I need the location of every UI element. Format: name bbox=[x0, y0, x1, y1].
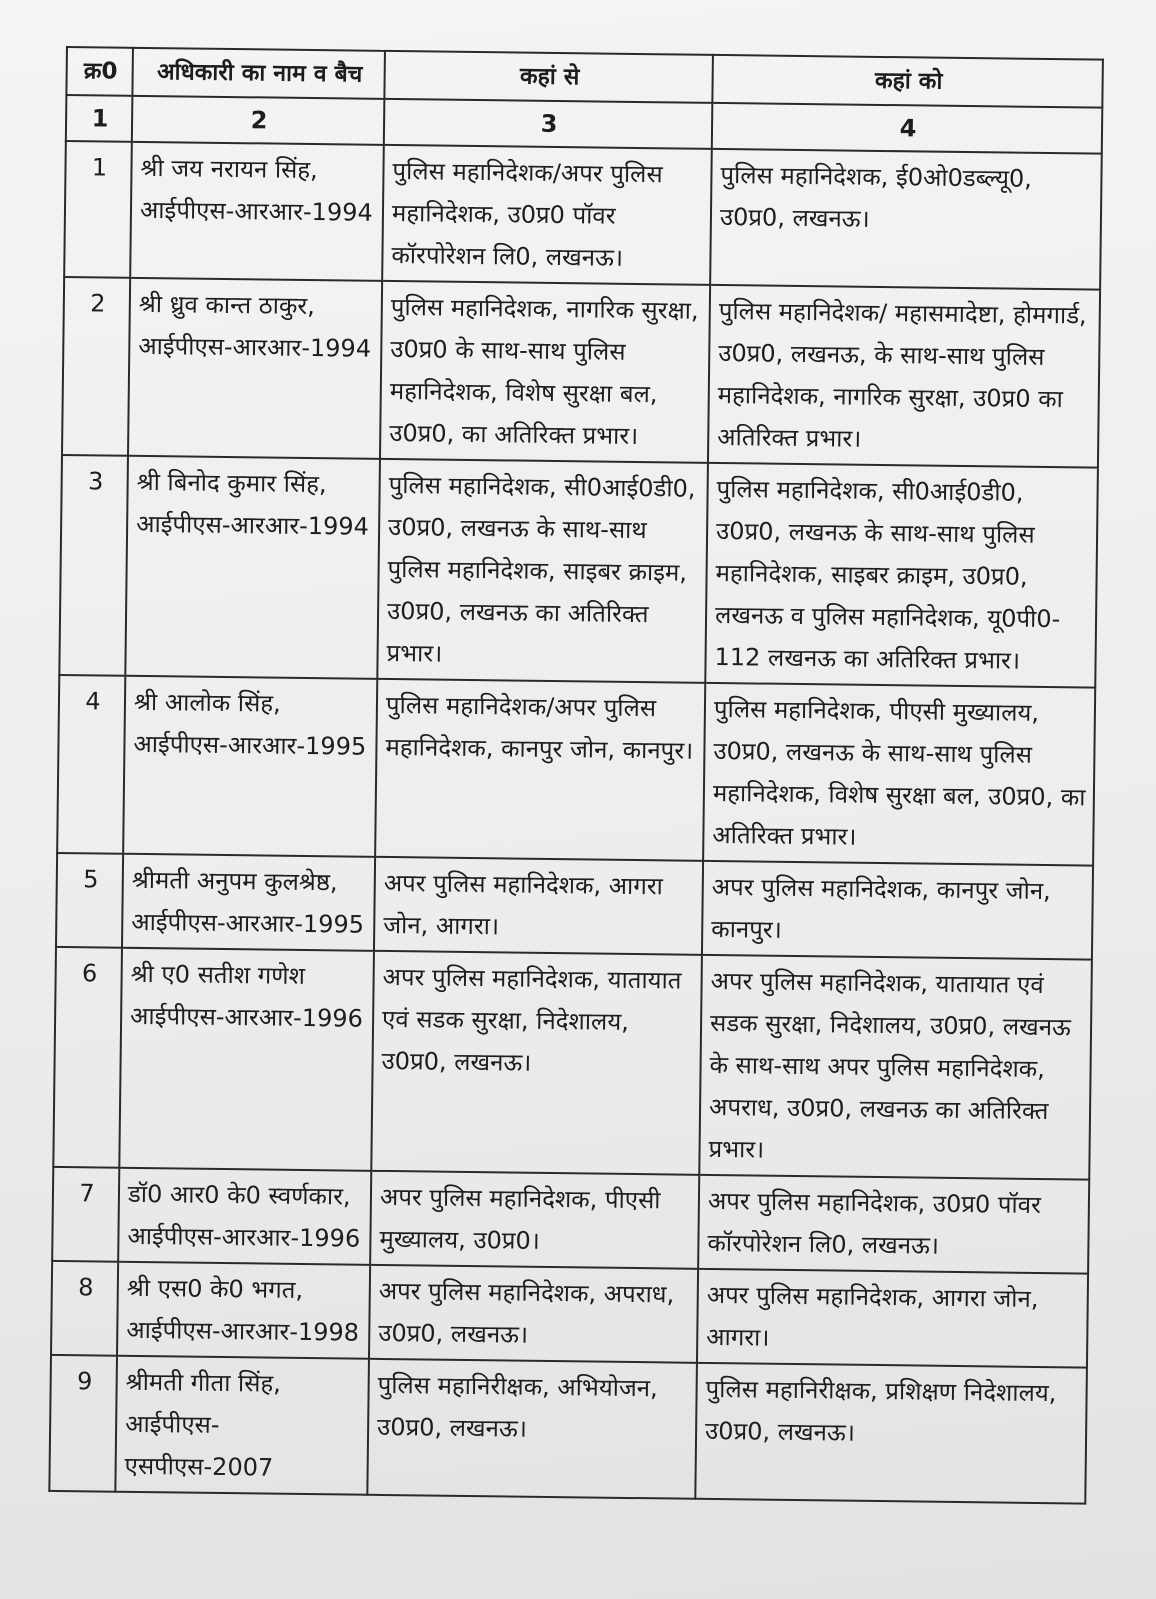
table-row bbox=[57, 675, 1095, 866]
officer-name: श्री आलोक सिंह, आईपीएस-आरआर-1995 bbox=[123, 676, 377, 857]
from-post: अपर पुलिस महानिदेशक, यातायात एवं सडक सुरक्षा, निदेशालय, उ0प्र0, लखनऊ। bbox=[371, 951, 702, 1175]
to-post: अपर पुलिस महानिदेशक, आगरा जोन, आगरा। bbox=[697, 1269, 1088, 1368]
serial-number: 7 bbox=[52, 1167, 119, 1262]
column-number: 2 bbox=[132, 96, 385, 145]
table-row bbox=[64, 141, 1102, 290]
officer-name: डॉ0 आर0 के0 स्वर्णकार, आईपीएस-आरआर-1996 bbox=[118, 1168, 371, 1265]
serial-number: 1 bbox=[64, 141, 132, 278]
table-row bbox=[59, 455, 1098, 688]
officer-name: श्रीमती अनुपम कुलश्रेष्ठ, आईपीएस-आरआर-1995 bbox=[122, 854, 375, 951]
table-row bbox=[56, 853, 1093, 960]
serial-number: 6 bbox=[53, 947, 122, 1168]
to-post: पुलिस महानिदेशक, सी0आई0डी0, उ0प्र0, लखनऊ के साथ-साथ पुलिस महानिदेशक, साइबर क्राइम, उ0प्र0, लखनऊ व पुलिस महानिदेशक, यू0पी0-112 लखनऊ का अतिरिक्त प्रभार। bbox=[705, 463, 1098, 688]
column-number: 4 bbox=[712, 103, 1103, 154]
officer-name: श्री ए0 सतीश गणेश आईपीएस-आरआर-1996 bbox=[119, 948, 374, 1171]
officer-name: श्री जय नरायन सिंह, आईपीएस-आरआर-1994 bbox=[130, 142, 384, 281]
column-number: 3 bbox=[384, 99, 713, 149]
header-officer-name-batch: अधिकारी का नाम व बैच bbox=[132, 48, 385, 99]
table-row bbox=[62, 277, 1100, 468]
serial-number: 2 bbox=[62, 277, 130, 456]
header-serial: क्र0 bbox=[66, 47, 133, 96]
to-post: अपर पुलिस महानिदेशक, उ0प्र0 पॉवर कॉरपोरेशन लि0, लखनऊ। bbox=[698, 1175, 1089, 1274]
serial-number: 9 bbox=[49, 1355, 117, 1492]
transfer-table bbox=[48, 46, 1104, 1505]
to-post: पुलिस महानिदेशक, ई0ओ0डब्ल्यू0, उ0प्र0, लखनऊ। bbox=[710, 149, 1102, 290]
table-row bbox=[51, 1261, 1088, 1368]
header-to: कहां को bbox=[712, 55, 1103, 108]
from-post: अपर पुलिस महानिदेशक, अपराध, उ0प्र0, लखनऊ। bbox=[369, 1265, 698, 1363]
to-post: अपर पुलिस महानिदेशक, यातायात एवं सडक सुरक्षा, निदेशालय, उ0प्र0, लखनऊ के साथ-साथ अपर पुलिस महानिदेशक, अपराध, उ0प्र0, लखनऊ का अतिरिक्त प्रभार। bbox=[699, 955, 1092, 1180]
to-post: पुलिस महानिदेशक, पीएसी मुख्यालय, उ0प्र0, लखनऊ के साथ-साथ पुलिस महानिदेशक, विशेष सुरक्षा बल, उ0प्र0, का अतिरिक्त प्रभार। bbox=[703, 683, 1095, 866]
officer-name: श्री ध्रुव कान्त ठाकुर, आईपीएस-आरआर-1994 bbox=[128, 278, 382, 459]
from-post: पुलिस महानिदेशक/अपर पुलिस महानिदेशक, कानपुर जोन, कानपुर। bbox=[375, 679, 705, 861]
officer-name: श्री एस0 के0 भगत, आईपीएस-आरआर-1998 bbox=[117, 1262, 370, 1359]
officer-name: श्री बिनोद कुमार सिंह, आईपीएस-आरआर-1994 bbox=[125, 456, 380, 679]
to-post: पुलिस महानिदेशक/ महासमादेष्टा, होमगार्ड, उ0प्र0, लखनऊ, के साथ-साथ पुलिस महानिदेशक, नागरिक सुरक्षा, उ0प्र0 का अतिरिक्त प्रभार। bbox=[708, 285, 1100, 468]
serial-number: 4 bbox=[57, 675, 125, 854]
from-post: अपर पुलिस महानिदेशक, आगरा जोन, आगरा। bbox=[374, 857, 703, 955]
serial-number: 3 bbox=[59, 455, 128, 676]
to-post: पुलिस महानिरीक्षक, प्रशिक्षण निदेशालय, उ0प्र0, लखनऊ। bbox=[695, 1363, 1087, 1504]
from-post: पुलिस महानिदेशक/अपर पुलिस महानिदेशक, उ0प्र0 पॉवर कॉरपोरेशन लि0, लखनऊ। bbox=[382, 145, 712, 285]
column-number: 1 bbox=[66, 95, 133, 142]
header-from: कहां से bbox=[384, 51, 713, 103]
officer-name: श्रीमती गीता सिंह, आईपीएस-एसपीएस-2007 bbox=[115, 1356, 369, 1495]
from-post: पुलिस महानिदेशक, नागरिक सुरक्षा, उ0प्र0 के साथ-साथ पुलिस महानिदेशक, विशेष सुरक्षा बल, उ0प्र0, का अतिरिक्त प्रभार। bbox=[380, 281, 710, 463]
serial-number: 5 bbox=[56, 853, 123, 948]
from-post: पुलिस महानिरीक्षक, अभियोजन, उ0प्र0, लखनऊ। bbox=[367, 1359, 697, 1499]
table-row bbox=[52, 1167, 1089, 1274]
to-post: अपर पुलिस महानिदेशक, कानपुर जोन, कानपुर। bbox=[702, 861, 1093, 960]
from-post: अपर पुलिस महानिदेशक, पीएसी मुख्यालय, उ0प्र0। bbox=[370, 1171, 699, 1269]
table-row bbox=[53, 947, 1092, 1180]
table-row bbox=[49, 1355, 1087, 1504]
serial-number: 8 bbox=[51, 1261, 118, 1356]
from-post: पुलिस महानिदेशक, सी0आई0डी0, उ0प्र0, लखनऊ के साथ-साथ पुलिस महानिदेशक, साइबर क्राइम, उ0प्र0, लखनऊ का अतिरिक्त प्रभार। bbox=[377, 459, 708, 683]
